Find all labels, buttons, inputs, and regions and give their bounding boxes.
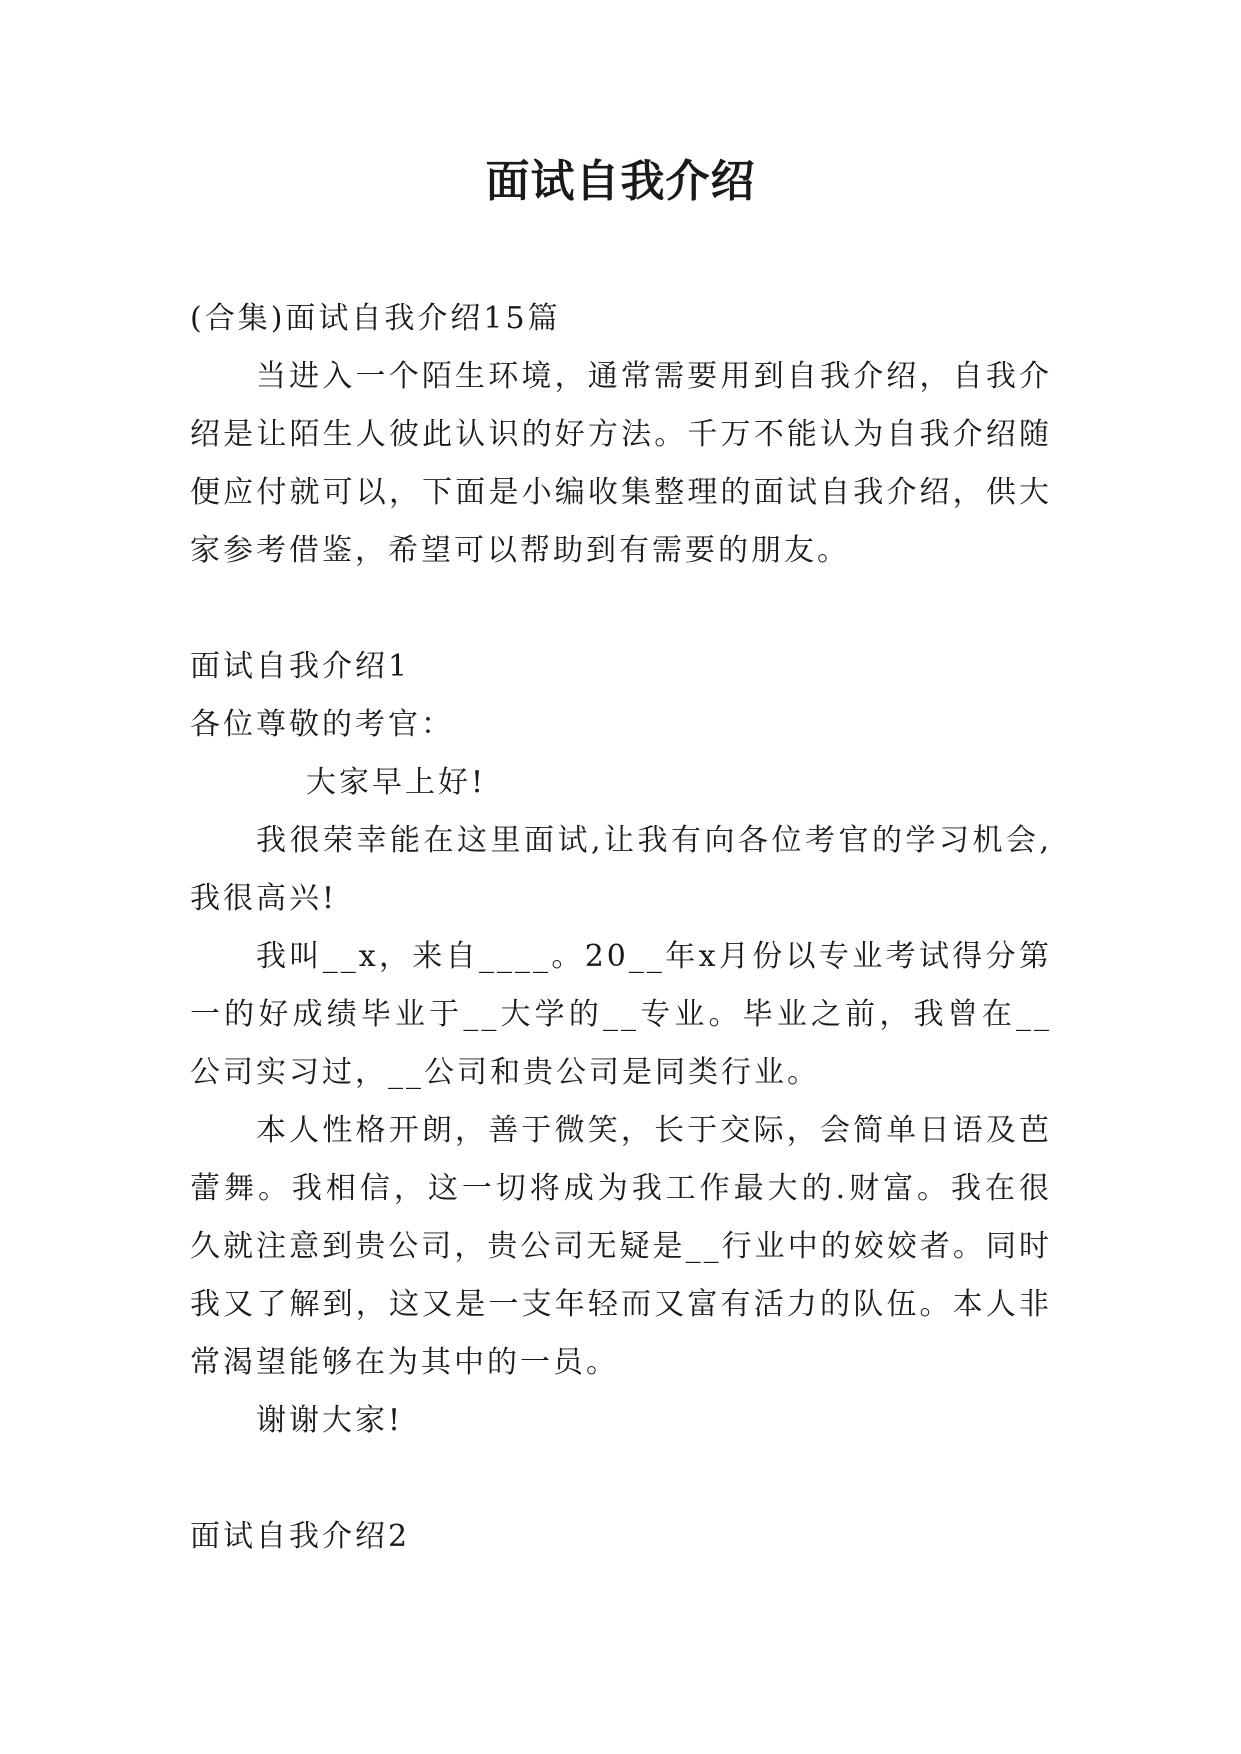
section-gap [190, 580, 1052, 638]
document-body [190, 290, 1052, 1566]
document-title: 面试自我介绍 [485, 156, 756, 207]
section-gap [190, 1450, 1052, 1508]
paragraph-3: 本人性格开朗，善于微笑，长于交际，会简单日语及芭蕾舞。我相信，这一切将成为我工作最大的.财富。我在很久就注意到贵公司，贵公司无疑是__行业中的姣姣者。同时我又了解到，这又是一支年轻而又富有活力的队伍。本人非常渴望能够在为其中的一员。 [190, 1113, 1052, 1380]
intro-paragraph: 当进入一个陌生环境，通常需要用到自我介绍，自我介绍是让陌生人彼此认识的好方法。千万不能认为自我介绍随便应付就可以，下面是小编收集整理的面试自我介绍，供大家参考借鉴，希望可以帮助到有需要的朋友。 [190, 359, 1052, 568]
section-1-heading: 面试自我介绍1 [190, 649, 411, 684]
closing: 谢谢大家! [256, 1403, 404, 1438]
paragraph-1: 我很荣幸能在这里面试,让我有向各位考官的学习机会,我很高兴! [190, 823, 1052, 916]
collection-subtitle: (合集)面试自我介绍15篇 [190, 301, 561, 336]
greeting: 大家早上好! [306, 765, 487, 800]
paragraph-2: 我叫__x，来自____。20__年x月份以专业考试得分第一的好成绩毕业于__大学的__专业。毕业之前，我曾在__公司实习过，__公司和贵公司是同类行业。 [190, 939, 1052, 1090]
salutation: 各位尊敬的考官： [190, 707, 454, 742]
section-2-heading: 面试自我介绍2 [190, 1519, 411, 1554]
